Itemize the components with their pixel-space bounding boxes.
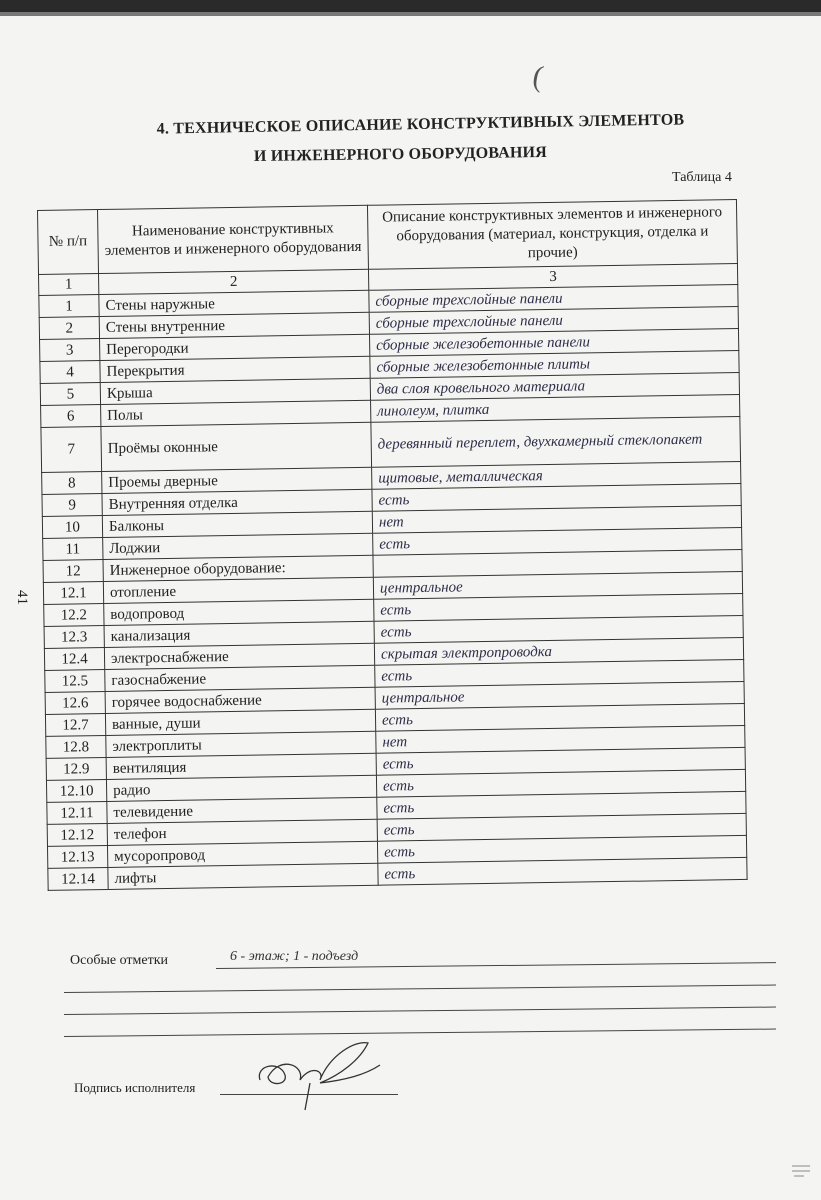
element-name: Перекрытия: [100, 356, 370, 382]
element-name: Стены наружные: [99, 290, 369, 316]
column-number: 2: [99, 269, 369, 294]
element-name: Перегородки: [100, 334, 370, 360]
column-number: 1: [39, 274, 99, 296]
element-name: электроснабжение: [104, 643, 374, 669]
element-name: лифты: [108, 863, 378, 889]
row-number: 9: [42, 494, 102, 517]
element-description: нет: [372, 505, 741, 533]
row-number: 12: [43, 560, 103, 583]
row-number: 6: [41, 405, 101, 428]
row-number: 12.10: [46, 779, 106, 802]
row-number: 12.12: [47, 823, 107, 846]
signature-image: [250, 1035, 390, 1115]
element-description: есть: [376, 747, 745, 775]
element-description: скрытая электропроводка: [374, 637, 743, 665]
row-number: 5: [40, 383, 100, 406]
notes-line: [64, 985, 776, 993]
element-name: газоснабжение: [105, 665, 375, 691]
element-name: отопление: [103, 577, 373, 603]
row-number: 1: [39, 295, 99, 318]
element-description: сборные железобетонные плиты: [370, 350, 739, 378]
element-name: водопровод: [104, 599, 374, 625]
element-description: есть: [377, 813, 746, 841]
element-description: есть: [377, 791, 746, 819]
element-description: есть: [374, 615, 743, 643]
row-number: 11: [43, 538, 103, 561]
element-description: деревянный переплет, двухкамерный стеклопакет: [371, 416, 741, 467]
element-description: есть: [375, 703, 744, 731]
element-name: Проёмы оконные: [101, 422, 372, 471]
scan-corner-marks: [790, 1160, 812, 1182]
table-header-row: [38, 200, 738, 275]
element-description: щитовые, металлическая: [372, 461, 741, 489]
row-number: 10: [42, 516, 102, 539]
scan-mark: (: [530, 59, 546, 94]
row-number: 2: [39, 317, 99, 340]
element-name: Инженерное оборудование:: [103, 555, 373, 581]
element-name: ванные, души: [105, 709, 375, 735]
element-name: вентиляция: [106, 753, 376, 779]
element-name: Балконы: [102, 511, 372, 537]
row-number: 12.8: [46, 735, 106, 758]
page-subtitle: И ИНЖЕНЕРНОГО ОБОРУДОВАНИЯ: [253, 143, 548, 166]
page-title: 4. ТЕХНИЧЕСКОЕ ОПИСАНИЕ КОНСТРУКТИВНЫХ ЭЛЕМЕНТОВ: [156, 111, 685, 138]
column-number: 3: [368, 264, 737, 291]
element-name: канализация: [104, 621, 374, 647]
notes-value: 6 - этаж; 1 - подъезд: [230, 949, 359, 964]
element-description: есть: [377, 835, 746, 863]
element-description: есть: [373, 527, 742, 555]
row-number: 12.1: [43, 582, 103, 605]
element-name: мусоропровод: [107, 841, 377, 867]
element-name: Лоджии: [103, 533, 373, 559]
element-name: телевидение: [107, 797, 377, 823]
row-number: 12.14: [48, 867, 108, 890]
row-number: 4: [40, 361, 100, 384]
element-description: нет: [376, 725, 745, 753]
row-number: 12.4: [44, 647, 104, 670]
element-name: Внутренняя отделка: [102, 489, 372, 515]
notes-label: Особые отметки: [70, 953, 168, 968]
row-number: 12.3: [44, 625, 104, 648]
column-header-description: Описание конструктивных элементов и инженерного оборудования (материал, конструкция, отделка и прочие): [367, 200, 737, 270]
element-description: сборные трехслойные панели: [369, 306, 738, 334]
row-number: 12.2: [44, 604, 104, 627]
element-description: есть: [378, 857, 747, 885]
element-description: есть: [372, 483, 741, 511]
table-label: Таблица 4: [672, 170, 732, 185]
signature-label: Подпись исполнителя: [74, 1080, 196, 1095]
element-description: есть: [376, 769, 745, 797]
row-number: 12.11: [47, 801, 107, 824]
element-description: есть: [375, 659, 744, 687]
element-description: сборные трехслойные панели: [369, 285, 738, 313]
element-description: линолеум, плитка: [371, 394, 740, 422]
element-name: Крыша: [100, 378, 370, 404]
element-name: Стены внутренние: [99, 312, 369, 338]
element-name: Проемы дверные: [102, 467, 372, 493]
scan-top-shadow: [0, 12, 821, 16]
row-number: 8: [42, 472, 102, 495]
element-description: центральное: [375, 681, 744, 709]
row-number: 12.13: [47, 845, 107, 868]
row-number: 7: [41, 427, 102, 473]
element-name: электроплиты: [106, 731, 376, 757]
scan-top-edge: [0, 0, 821, 12]
elements-table: [37, 199, 748, 891]
notes-line: [64, 1029, 776, 1037]
element-description: сборные железобетонные панели: [369, 328, 738, 356]
row-number: 12.6: [45, 691, 105, 714]
margin-stamp: 41: [14, 590, 30, 605]
element-name: телефон: [107, 819, 377, 845]
element-name: радио: [106, 775, 376, 801]
element-description: два слоя кровельного материала: [370, 372, 739, 400]
element-name: Полы: [101, 400, 371, 426]
row-number: 12.7: [45, 713, 105, 736]
element-description: есть: [374, 593, 743, 621]
column-header-number: № п/п: [38, 210, 99, 275]
row-number: 12.9: [46, 757, 106, 780]
notes-line: [64, 1007, 776, 1015]
row-number: 3: [40, 339, 100, 362]
element-name: горячее водоснабжение: [105, 687, 375, 713]
element-description: центральное: [373, 571, 742, 599]
column-header-name: Наименование конструктивных элементов и инженерного оборудования: [98, 205, 369, 273]
row-number: 12.5: [45, 669, 105, 692]
